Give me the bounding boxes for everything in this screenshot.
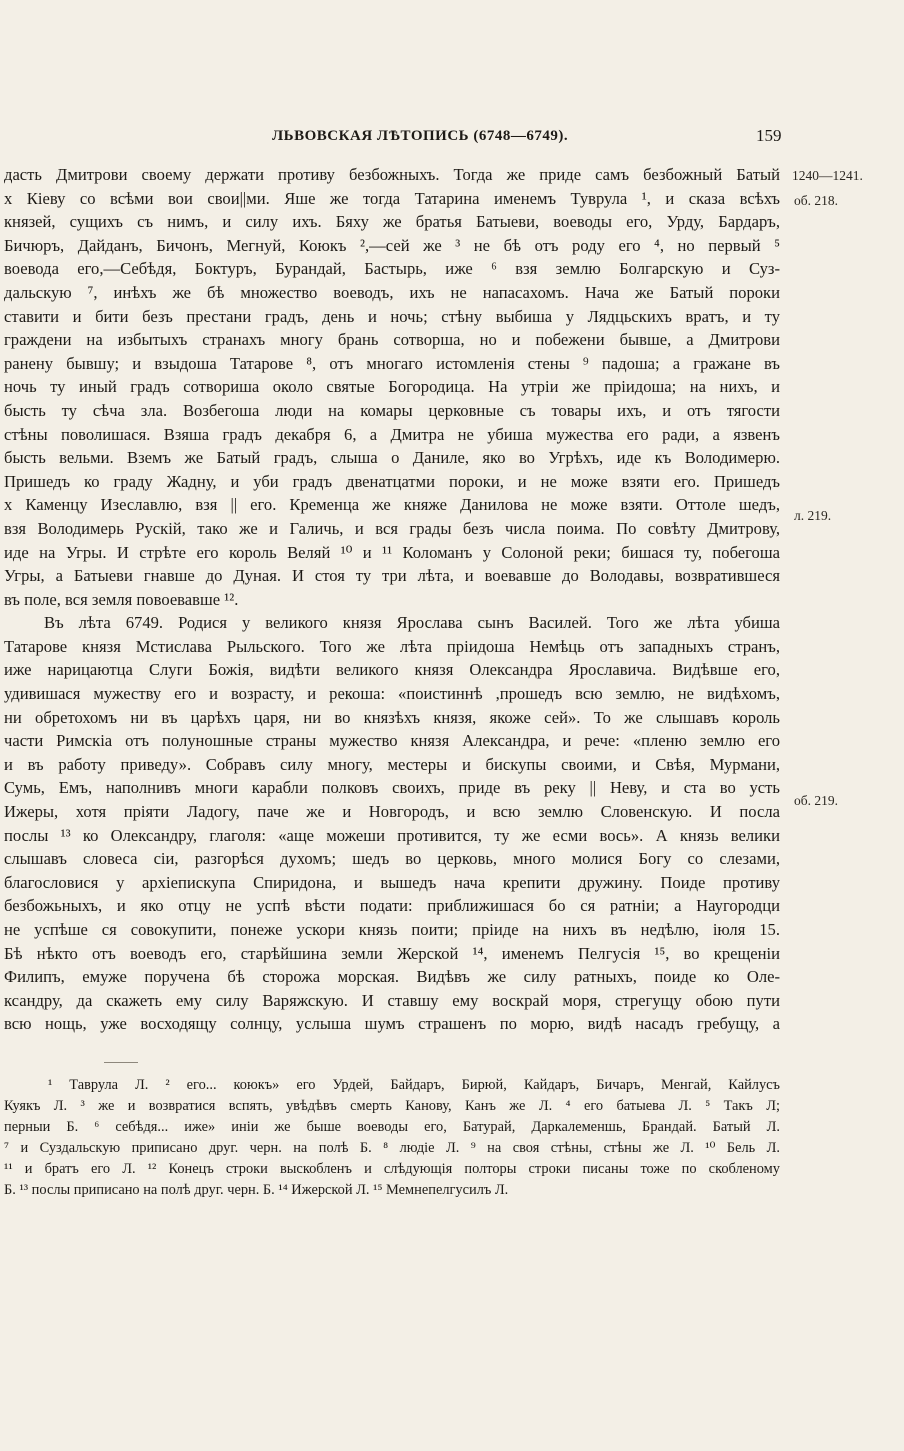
footnote-line: Б. ¹³ послы приписано на полѣ друг. черн. Б. ¹⁴ Ижерской Л. ¹⁵ Мемнепелгусилъ Л. — [4, 1182, 509, 1198]
text-line: граждени на избытыхъ странахъ многу брань сотворша, но и побежени бывше, а Дмитрови — [4, 330, 780, 350]
footnote-line: Куякъ Л. ³ же и возвратися вспять, увѣдѣвъ смерть Канову, Канъ же Л. ⁴ его батыева Л. ⁵ Такъ Л; — [4, 1098, 780, 1114]
footnote-line: ¹ Таврула Л. ² его... коюкъ» его Урдей, Байдаръ, Бирюй, Кайдаръ, Бичаръ, Менгай, Кайлусъ — [48, 1077, 780, 1093]
text-line: Ижеры, хотя пріяти Ладогу, паче же и Новгородъ, и всю землю Словенскую. И посла — [4, 802, 780, 822]
footnote-separator — [104, 1062, 138, 1063]
running-title: ЛЬВОВСКАЯ ЛѢТОПИСЬ (6748—6749). — [272, 128, 569, 144]
text-line: Пришедъ ко граду Жадну, и уби градъ двенатцатми пороки, и не може взяти его. Пришедъ — [4, 471, 780, 491]
main-text — [4, 163, 780, 1036]
text-line: князей, сущихъ съ нимъ, и силу ихъ. Бяху же братья Батыеви, воеводы его, Урду, Бардаръ, — [4, 212, 780, 232]
text-line: Бичюръ, Дайданъ, Бичонъ, Мегнуй, Коюкъ ²,—сей же ³ не бѣ отъ роду его ⁴, но первый ⁵ — [4, 235, 780, 255]
text-line: Угры, а Батыеви гнавше до Дуная. И стоя ту три лѣта, и воевавше до Володавы, возвратившеся — [4, 566, 780, 586]
text-line: Татарове князя Мстислава Рыльского. Того же лѣта пріидоша Немѣць отъ западныхъ странъ, — [4, 636, 780, 656]
text-line: Бѣ нѣкто отъ воеводъ его, старѣйшина земли Жерской ¹⁴, именемъ Пелгусія ¹⁵, во крещеніи — [4, 943, 780, 963]
text-line: безбожьныхъ, и яко отцу не успѣ вѣсти подати: приближишася бо ся ратніи; а Наугородци — [4, 896, 780, 916]
page-number: 159 — [756, 126, 782, 145]
margin-note-folio-218v: об. 218. — [794, 193, 838, 208]
text-line: ни обретохомъ ни въ царѣхъ царя, ни во князѣхъ князя, якоже сей». То же слышавъ король — [4, 707, 780, 727]
text-line: дальскую ⁷, инѣхъ же бѣ множество воеводъ, ихъ не напасахомъ. Нача же Батый пороки — [4, 282, 780, 302]
footnote-line: перныи Б. ⁶ себѣдя... иже» иніи же быше воеводы его, Батурай, Даркалеменшь, Брандай. Батый Л. — [4, 1119, 780, 1135]
text-line: стѣны поволишася. Взяша градъ декабря 6, а Дмитра не убиша мужества его ради, а язвенъ — [4, 424, 780, 444]
margin-note-years: 1240—1241. — [792, 168, 863, 183]
text-line: удивишася мужеству его и возрасту, и рекоша: «поистиннѣ ,прошедъ всю землю, не видѣхомъ, — [4, 684, 780, 704]
text-line: бысть ту сѣча зла. Возбегоша люди на комары церковные съ товары ихъ, и отъ тягости — [4, 400, 780, 420]
text-line: дасть Дмитрови своему держати противу безбожныхъ. Тогда же приде самъ безбожный Батый — [4, 165, 780, 184]
text-line: ночь ту иный градъ сотвориша около святые Богородица. На утріи же пріидоша; на нихъ, и — [4, 377, 780, 397]
text-line: Филипъ, емуже поручена бѣ сторожа морская. Видѣвъ же силу ратныхъ, поиде ко Оле- — [4, 967, 780, 987]
text-line: ставити и бити безъ престани градъ, день и ночь; стѣну выбиша у Лядцьскихъ вратъ, и ту — [4, 306, 780, 326]
margin-note-folio-219: л. 219. — [794, 508, 832, 523]
text-line: въ поле, вся земля повоевавше ¹². — [4, 589, 239, 609]
text-line: ранену бывшу; и взыдоша Татарове ⁸, отъ многаго истомленія стены ⁹ падоша; а гражане въ — [4, 353, 780, 373]
text-line: Въ лѣта 6749. Родися у великого князя Ярослава сынъ Василей. Того же лѣта убиша — [44, 613, 780, 633]
text-line: бысть вельми. Вземъ же Батый градъ, слыша о Даниле, яко во Угрѣхъ, иде къ Володимерю. — [4, 448, 780, 468]
footnote-line: ⁷ и Суздальскую приписано друг. черн. на полѣ Б. ⁸ людіе Л. ⁹ на своя стѣны, стѣны же Л. ¹⁰ Бель Л. — [4, 1140, 780, 1156]
text-line: иже нарицаютца Слуги Божія, видѣти великого князя Олександра Ярославича. Видѣвше его, — [4, 660, 780, 680]
text-line: слышавъ словеса сіи, разгорѣся духомъ; шедъ во церковь, много молися Богу со слезами, — [4, 849, 780, 869]
text-line: Сумь, Емъ, наполнивъ многи карабли полковъ своихъ, приде въ реку || Неву, и ста во усть — [4, 778, 780, 798]
text-line: не успѣше ся совокупити, понеже ускори князь поити; пріиде на нихъ въ недѣлю, іюля 15. — [4, 920, 780, 939]
text-line: всю нощь, уже восходящу солнцу, услыша шумъ страшенъ по морю, видѣ насадъ гребущу, а — [4, 1014, 780, 1034]
text-line: благословися у архіепискупа Спиридона, и вышедъ нача крепити дружину. Поиде противу — [4, 872, 780, 892]
running-header — [0, 128, 904, 150]
footnote-line: ¹¹ и братъ его Л. ¹² Конецъ строки выскобленъ и слѣдующія полторы строки писаны тоже по скобленому — [4, 1161, 780, 1177]
text-line: части Римскіа отъ полуношные страны мужество князя Александра, и рече: «пленю землю его — [4, 731, 780, 751]
text-line: взя Володимерь Рускій, тако же и Галичь, и вся грады безъ числа поима. По совѣту Дмитрову, — [4, 518, 780, 538]
margin-note-folio-219v: об. 219. — [794, 793, 838, 808]
text-line: х Каменцу Изеславлю, взя || его. Кременца же княже Данилова не може взяти. Оттоле шедъ, — [4, 495, 780, 515]
text-line: ксандру, да скажеть ему силу Варяжскую. И ставшу ему воскрай моря, стрегущу обою пути — [4, 990, 780, 1010]
text-line: воевода его,—Себѣдя, Боктуръ, Бурандай, Бастырь, иже ⁶ взя землю Болгарскую и Суз- — [4, 259, 780, 279]
footnotes — [4, 1075, 780, 1201]
text-line: иде на Угры. И стрѣте его король Веляй ¹⁰ и ¹¹ Коломанъ у Солоной реки; бишася ту, побегоша — [4, 542, 780, 562]
text-line: послы ¹³ ко Олександру, глаголя: «аще можеши противится, ту же есми вось». А князь велики — [4, 825, 780, 845]
text-line: х Кіеву со всѣми вои свои||ми. Яше же тогда Татарина именемъ Туврула ¹, и сказа всѣхъ — [4, 188, 780, 208]
text-line: и въ работу приведу». Собравъ силу многу, местеры и бискупы своими, и Свѣя, Мурмани, — [4, 754, 780, 774]
